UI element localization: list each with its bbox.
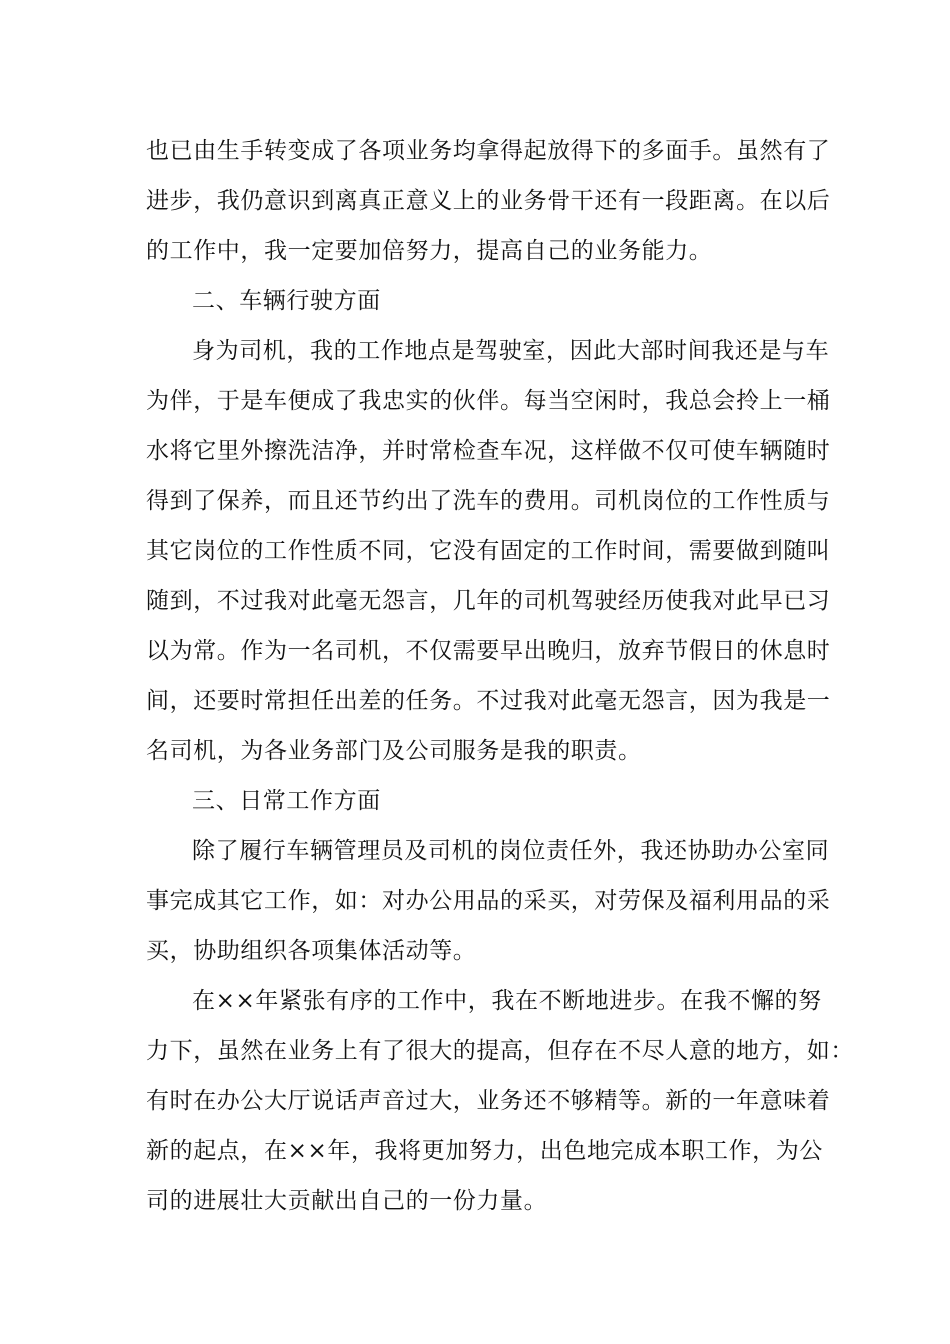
section-heading: 三、日常工作方面: [192, 788, 381, 814]
text-line: 新的起点，在××年，我将更加努力，出色地完成本职工作，为公: [146, 1138, 823, 1164]
text-line: 也已由生手转变成了各项业务均拿得起放得下的多面手。虽然有了: [146, 138, 831, 164]
text-line: 名司机，为各业务部门及公司服务是我的职责。: [146, 738, 642, 764]
text-line: 有时在办公大厅说话声音过大，业务还不够精等。新的一年意味着: [146, 1088, 831, 1114]
text-line: 除了履行车辆管理员及司机的岗位责任外，我还协助办公室同: [192, 838, 830, 864]
section-heading: 二、车辆行驶方面: [192, 288, 381, 314]
text-line: 司的进展壮大贡献出自己的一份力量。: [146, 1188, 548, 1214]
text-line: 得到了保养，而且还节约出了洗车的费用。司机岗位的工作性质与: [146, 488, 831, 514]
text-line: 的工作中，我一定要加倍努力，提高自己的业务能力。: [146, 238, 713, 264]
text-line: 在××年紧张有序的工作中，我在不断地进步。在我不懈的努: [192, 988, 822, 1014]
text-line: 力下，虽然在业务上有了很大的提高，但存在不尽人意的地方，如：: [146, 1038, 854, 1064]
text-line: 随到，不过我对此毫无怨言，几年的司机驾驶经历使我对此早已习: [146, 588, 831, 614]
text-line: 水将它里外擦洗洁净，并时常检查车况，这样做不仅可使车辆随时: [146, 438, 831, 464]
text-line: 以为常。作为一名司机，不仅需要早出晚归，放弃节假日的休息时: [146, 638, 831, 664]
text-line: 为伴，于是车便成了我忠实的伙伴。每当空闲时，我总会拎上一桶: [146, 388, 831, 414]
text-line: 其它岗位的工作性质不同，它没有固定的工作时间，需要做到随叫: [146, 538, 831, 564]
text-line: 身为司机，我的工作地点是驾驶室，因此大部时间我还是与车: [192, 338, 830, 364]
text-line: 买，协助组织各项集体活动等。: [146, 938, 477, 964]
text-line: 进步，我仍意识到离真正意义上的业务骨干还有一段距离。在以后: [146, 188, 831, 214]
text-line: 间，还要时常担任出差的任务。不过我对此毫无怨言，因为我是一: [146, 688, 831, 714]
text-line: 事完成其它工作，如：对办公用品的采买，对劳保及福利用品的采: [146, 888, 831, 914]
